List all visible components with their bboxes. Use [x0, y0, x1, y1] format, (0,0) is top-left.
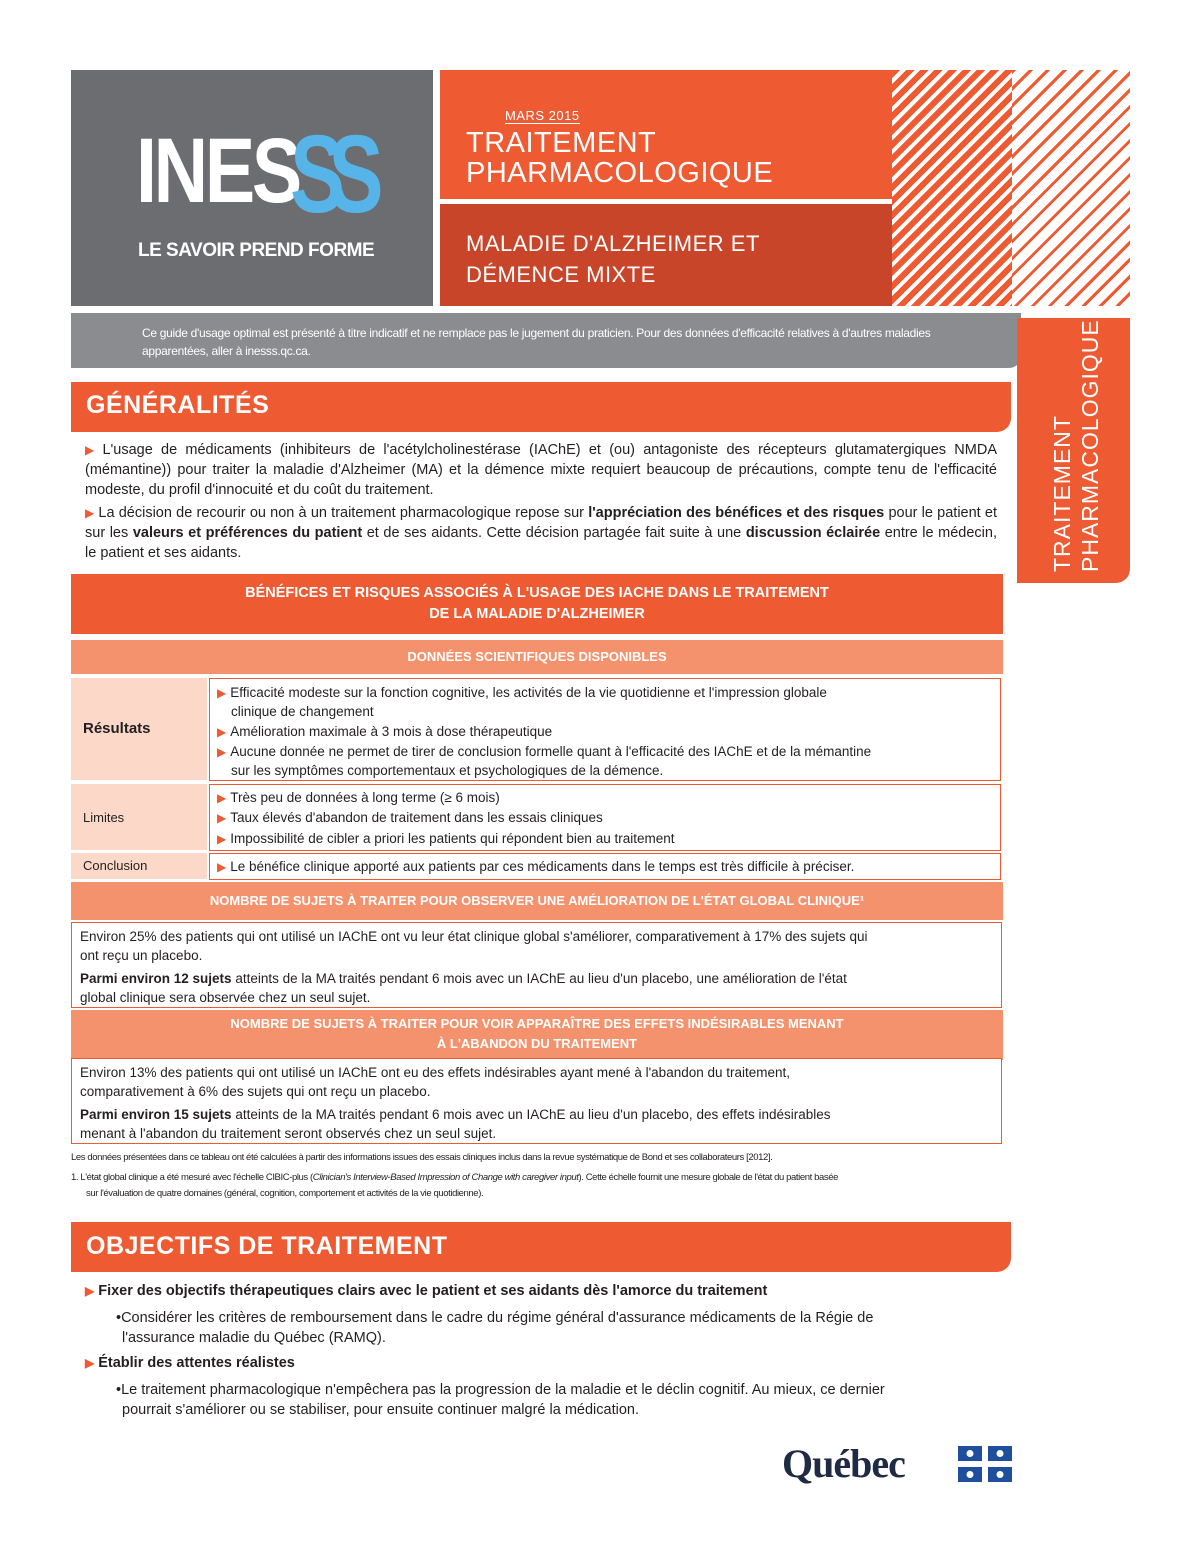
limites-label: Limites: [83, 810, 125, 825]
objectif-1-sub-line1: •Considérer les critères de remboursement dans le cadre du régime général d'assurance médicaments de la Régie de: [116, 1310, 874, 1326]
footnote-1-italic: Clinician's Interview-Based Impression of Change with caregiver input: [312, 1172, 579, 1183]
quebec-fleurdelise-icon: [958, 1446, 1012, 1482]
page-subtitle-line1: MALADIE D'ALZHEIMER ET: [466, 231, 760, 256]
objectifs-title: OBJECTIFS DE TRAITEMENT: [86, 1232, 448, 1260]
footnote-source: Les données présentées dans ce tableau ont été calculées à partir des informations issues des essais cliniques inclus dans la revue systématique de Bond et ses collaborateurs [2012].: [71, 1152, 773, 1163]
objectif-2-text: Établir des attentes réalistes: [98, 1355, 295, 1371]
intro-line2: apparentées, aller à inesss.qc.ca.: [142, 344, 311, 358]
page-title-line2: PHARMACOLOGIQUE: [466, 157, 774, 189]
conclusion-item: [217, 857, 992, 877]
p2-text-e: et de ses aidants. Cette décision partagée fait suite à une: [362, 525, 746, 541]
limites-item-2-text: Taux élevés d'abandon de traitement dans les essais cliniques: [230, 810, 603, 825]
triangle-bullet-icon: ▶: [217, 725, 227, 739]
publication-date: MARS 2015: [505, 108, 580, 123]
limites-item-1: [217, 788, 992, 808]
p2-bold-f: discussion éclairée: [745, 525, 881, 541]
resultats-item-2: [217, 722, 992, 742]
quebec-logo-word: Québec: [782, 1441, 905, 1486]
logo-tagline: LE SAVOIR PREND FORME: [138, 240, 375, 261]
page-title: [466, 128, 773, 188]
decorative-stripes-light: [1012, 70, 1130, 306]
page-subtitle: [466, 228, 760, 290]
triangle-bullet-icon: ▶: [85, 1356, 95, 1370]
abandon-sub-line1: NOMBRE DE SUJETS À TRAITER POUR VOIR APPARAÎTRE DES EFFETS INDÉSIRABLES MENANT: [230, 1016, 844, 1031]
table-subheader-donnees: DONNÉES SCIENTIFIQUES DISPONIBLES: [71, 640, 1003, 674]
abandon-line3-text: atteints de la MA traités pendant 6 mois avec un IAChE au lieu d'un placebo, des effets indésirables: [231, 1107, 831, 1122]
logo-ss-mark: SS: [290, 113, 368, 236]
objectif-1-text: Fixer des objectifs thérapeutiques clairs avec le patient et ses aidants dès l'amorce du traitement: [98, 1283, 768, 1299]
p2-text-g: entre le médecin, le patient et ses aidants.: [85, 525, 997, 561]
generalites-paragraph-1: [85, 440, 997, 500]
generalites-paragraph-2: [85, 503, 997, 563]
amelioration-line3-text: atteints de la MA traités pendant 6 mois avec un IAChE au lieu d'un placebo, une amélioration de l'état: [231, 971, 847, 986]
footnote-1: [71, 1171, 1006, 1185]
abandon-line1: Environ 13% des patients qui ont utilisé un IAChE ont eu des effets indésirables ayant mené à l'abandon du traitement,: [80, 1065, 791, 1080]
triangle-bullet-icon: ▶: [85, 443, 99, 457]
amelioration-line2: ont reçu un placebo.: [80, 948, 203, 963]
footnote-1-cont: sur l'évaluation de quatre domaines (général, cognition, comportement et activités de la vie quotidienne).: [86, 1188, 484, 1199]
resultats-item-3-cont: sur les symptômes comportementaux et psychologiques de la démence.: [231, 763, 664, 778]
page-title-line1: TRAITEMENT: [466, 127, 657, 159]
limites-item-3: [217, 829, 992, 849]
intro-line1: Ce guide d'usage optimal est présenté à titre indicatif et ne remplace pas le jugement du praticien. Pour des données d'efficacité relatives à d'autres maladies: [142, 326, 931, 340]
logo-word: INES: [136, 120, 299, 222]
abandon-line3-bold: Parmi environ 15 sujets: [80, 1107, 232, 1122]
objectif-2-sub-line1: •Le traitement pharmacologique n'empêchera pas la progression de la maladie et le déclin cognitif. Au mieux, ce dernier: [116, 1382, 885, 1398]
objectif-2-sub-line2: pourrait s'améliorer ou se stabiliser, pour ensuite continuer malgré la médication.: [122, 1402, 639, 1418]
resultats-label: Résultats: [83, 720, 151, 737]
abandon-line4: menant à l'abandon du traitement seront observés chez un seul sujet.: [80, 1126, 497, 1141]
objectif-1-sub-line2: l'assurance maladie du Québec (RAMQ).: [122, 1330, 386, 1346]
abandon-line2: comparativement à 6% des sujets qui ont reçu un placebo.: [80, 1084, 431, 1099]
table-title: [71, 583, 1003, 625]
side-tab-line1: TRAITEMENT: [1049, 415, 1075, 572]
p2-text-a: La décision de recourir ou non à un traitement pharmacologique repose sur: [98, 505, 589, 521]
side-tab-label: [1048, 319, 1104, 572]
conclusion-label: Conclusion: [83, 858, 148, 873]
triangle-bullet-icon: ▶: [217, 832, 227, 846]
amelioration-line3-bold: Parmi environ 12 sujets: [80, 971, 232, 986]
footnote-1-a: 1. L'état global clinique a été mesuré avec l'échelle CIBIC-plus (: [71, 1172, 313, 1183]
limites-item-2: [217, 808, 992, 828]
table-subheader-amelioration: NOMBRE DE SUJETS À TRAITER POUR OBSERVER UNE AMÉLIORATION DE L'ÉTAT GLOBAL CLINIQUE¹: [71, 882, 1003, 920]
abandon-line3: [80, 1105, 992, 1124]
amelioration-line1: Environ 25% des patients qui ont utilisé un IAChE ont vu leur état clinique global s'améliorer, comparativement à 17% des sujets qui: [80, 929, 868, 944]
triangle-bullet-icon: ▶: [85, 506, 95, 520]
conclusion-text: Le bénéfice clinique apporté aux patients par ces médicaments dans le temps est très difficile à préciser.: [230, 859, 855, 874]
p2-bold-b: l'appréciation des bénéfices et des risques: [588, 505, 885, 521]
limites-item-1-text: Très peu de données à long terme (≥ 6 mois): [230, 790, 500, 805]
table-subheader-abandon: [71, 1010, 1003, 1060]
footnote-1-b: ). Cette échelle fournit une mesure globale de l'état du patient basée: [578, 1172, 839, 1183]
resultats-item-1: [217, 683, 992, 703]
amelioration-line3: [80, 969, 992, 988]
p2-text-c: pour le patient et sur les: [85, 505, 998, 541]
objectif-2: [85, 1353, 997, 1373]
resultats-item-1-text: Efficacité modeste sur la fonction cognitive, les activités de la vie quotidienne et l'impression globale: [230, 685, 827, 700]
abandon-sub-line2: À L'ABANDON DU TRAITEMENT: [436, 1036, 638, 1051]
triangle-bullet-icon: ▶: [217, 860, 227, 874]
generalites-p1-text: L'usage de médicaments (inhibiteurs de l'acétylcholinestérase (IAChE) et (ou) antagoniste des récepteurs glutamatergiques NMDA (mémantine)) pour traiter la maladie d'Alzheimer (MA) et la démence mixte requiert beaucoup de précautions, compte tenu de l'efficacité modeste, du profil d'innocuité et du coût du traitement.: [85, 442, 998, 498]
limites-item-3-text: Impossibilité de cibler a priori les patients qui répondent bien au traitement: [230, 831, 675, 846]
resultats-item-2-text: Amélioration maximale à 3 mois à dose thérapeutique: [230, 724, 553, 739]
page-subtitle-line2: DÉMENCE MIXTE: [466, 262, 656, 287]
objectif-1: [85, 1281, 997, 1301]
amelioration-line4: global clinique sera observée chez un seul sujet.: [80, 990, 371, 1005]
table-title-line2: DE LA MALADIE D'ALZHEIMER: [429, 606, 645, 622]
resultats-item-1-cont: clinique de changement: [231, 704, 374, 719]
triangle-bullet-icon: ▶: [217, 745, 227, 759]
resultats-item-3-text: Aucune donnée ne permet de tirer de conclusion formelle quant à l'efficacité des IAChE et de la mémantine: [230, 744, 872, 759]
decorative-stripes: [892, 70, 1012, 306]
triangle-bullet-icon: ▶: [217, 686, 227, 700]
side-tab-line2: PHARMACOLOGIQUE: [1077, 319, 1103, 572]
p2-bold-d: valeurs et préférences du patient: [132, 525, 363, 541]
triangle-bullet-icon: ▶: [217, 811, 227, 825]
generalites-title: GÉNÉRALITÉS: [86, 391, 270, 419]
intro-text: [142, 324, 1012, 360]
table-title-line1: BÉNÉFICES ET RISQUES ASSOCIÉS À L'USAGE DES IACHE DANS LE TRAITEMENT: [245, 585, 829, 601]
triangle-bullet-icon: ▶: [217, 791, 227, 805]
triangle-bullet-icon: ▶: [85, 1284, 95, 1298]
resultats-item-3: [217, 742, 992, 762]
